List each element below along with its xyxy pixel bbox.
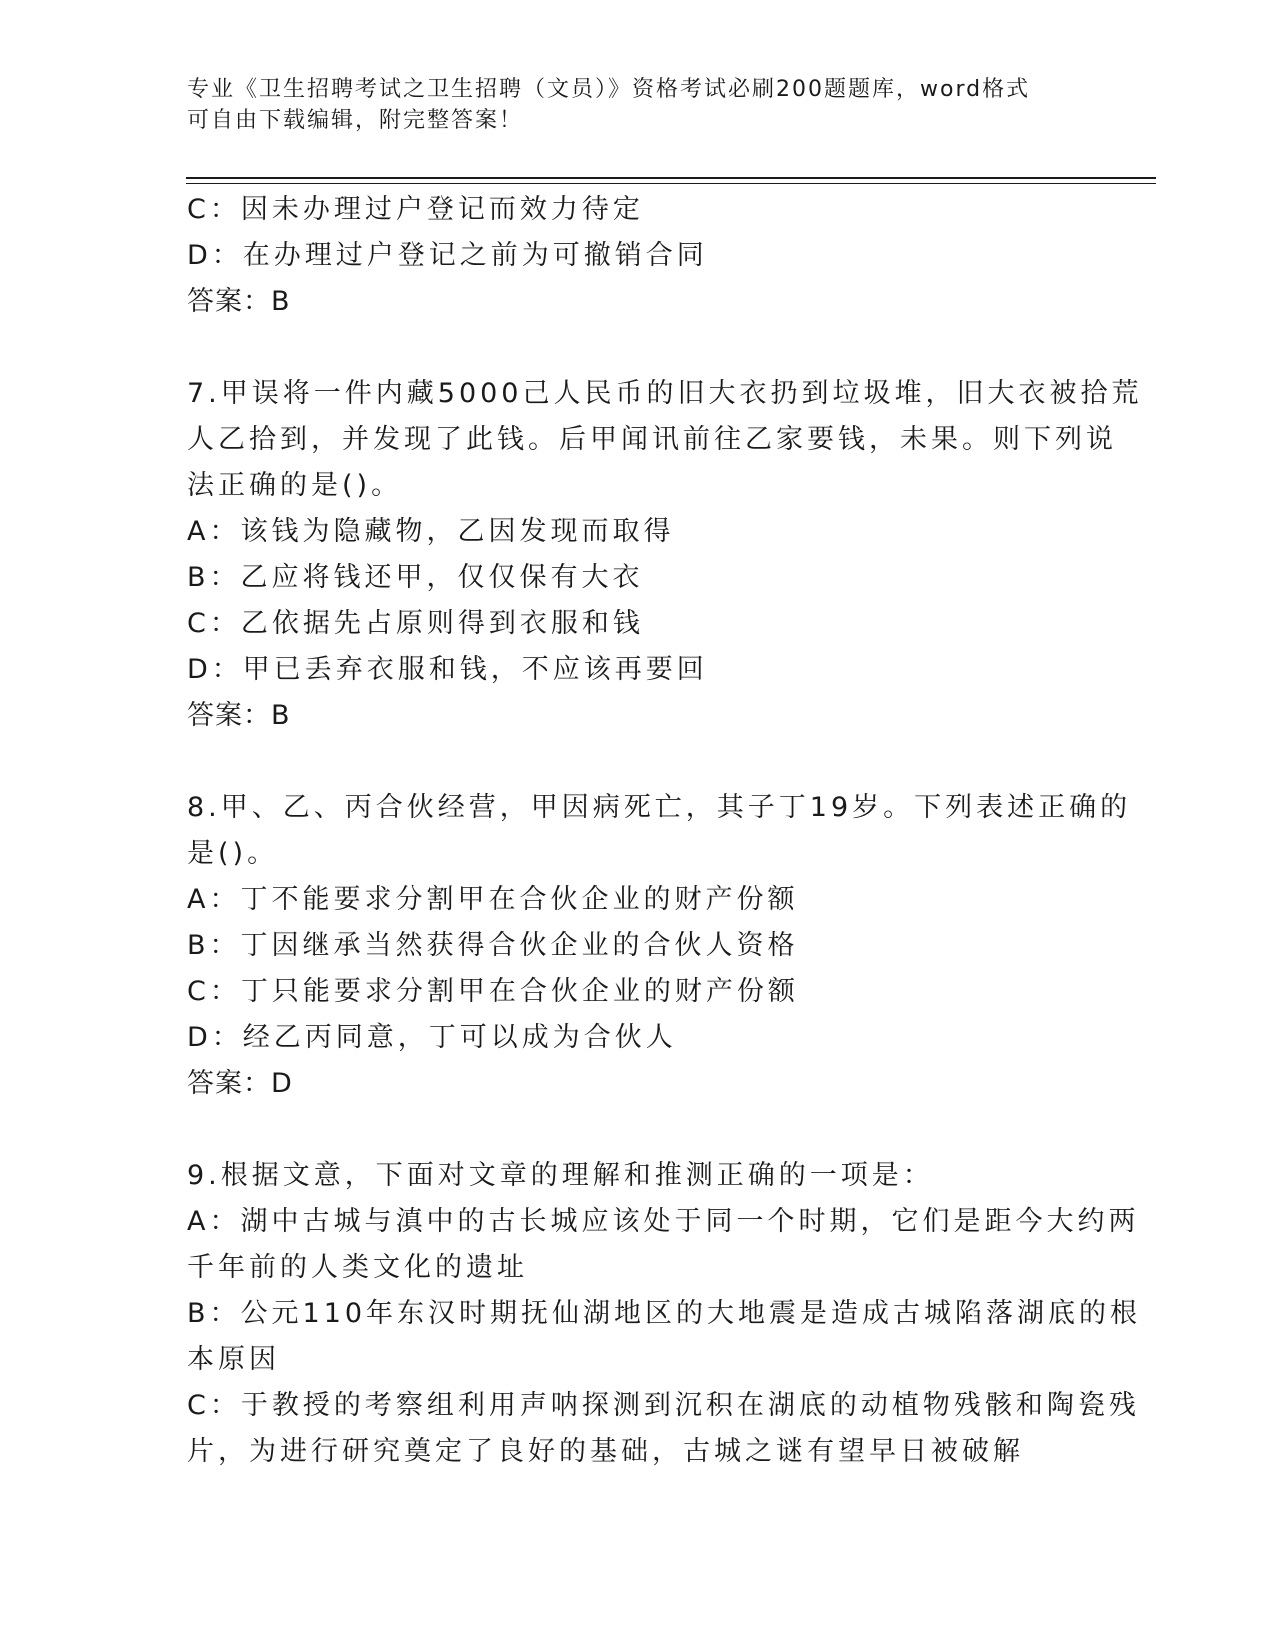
q7-option-c: C：乙依据先占原则得到衣服和钱 [187, 608, 644, 639]
q6-option-d: D：在办理过户登记之前为可撤销合同 [187, 240, 708, 271]
q8-option-c: C：丁只能要求分割甲在合伙企业的财产份额 [187, 976, 799, 1007]
q8-stem-line-2: 是()。 [187, 838, 279, 869]
spacer [187, 325, 1087, 371]
q6-option-c: C：因未办理过户登记而效力待定 [187, 194, 644, 225]
q7-option-b: B：乙应将钱还甲，仅仅保有大衣 [187, 562, 644, 593]
q7-stem-line-1: 7.甲误将一件内藏5000己人民币的旧大衣扔到垃圾堆，旧大衣被拾荒 [187, 378, 1143, 409]
question-9 [187, 1153, 1142, 1475]
page-header [187, 74, 1067, 136]
q9-option-c-line-1: C：于教授的考察组利用声呐探测到沉积在湖底的动植物残骸和陶瓷残 [187, 1390, 1140, 1421]
question-8 [187, 785, 1132, 1107]
q8-stem-line-1: 8.甲、乙、丙合伙经营，甲因病死亡，其子丁19岁。下列表述正确的 [187, 792, 1132, 823]
q8-option-b: B：丁因继承当然获得合伙企业的合伙人资格 [187, 930, 799, 961]
question-7 [187, 371, 1143, 739]
header-title-line-2: 可自由下载编辑，附完整答案！ [187, 108, 524, 133]
q8-option-d: D：经乙丙同意，丁可以成为合伙人 [187, 1022, 677, 1053]
header-title-line-1: 专业《卫生招聘考试之卫生招聘（文员）》资格考试必刷200题题库，word格式 [187, 77, 1031, 102]
q9-stem-line-1: 9.根据文意，下面对文章的理解和推测正确的一项是： [187, 1160, 934, 1191]
q9-option-c-line-2: 片，为进行研究奠定了良好的基础，古城之谜有望早日被破解 [187, 1436, 1024, 1467]
spacer [187, 1107, 1087, 1153]
q7-answer: 答案：B [187, 700, 291, 731]
q7-stem-line-2: 人乙拾到，并发现了此钱。后甲闻讯前往乙家要钱，未果。则下列说 [187, 424, 1117, 455]
q8-option-a: A：丁不能要求分割甲在合伙企业的财产份额 [187, 884, 799, 915]
q9-option-b-line-2: 本原因 [187, 1344, 280, 1375]
document-body [187, 187, 1143, 1475]
q6-answer: 答案：B [187, 286, 291, 317]
header-divider [186, 177, 1156, 184]
q9-option-b-line-1: B：公元110年东汉时期抚仙湖地区的大地震是造成古城陷落湖底的根 [187, 1298, 1142, 1329]
spacer [187, 739, 1087, 785]
q7-option-d: D：甲已丢弃衣服和钱，不应该再要回 [187, 654, 708, 685]
q7-option-a: A：该钱为隐藏物，乙因发现而取得 [187, 516, 675, 547]
q7-stem-line-3: 法正确的是()。 [187, 470, 403, 501]
q8-answer: 答案：D [187, 1068, 293, 1099]
question-6-tail [187, 187, 1087, 325]
q9-option-a-line-2: 千年前的人类文化的遗址 [187, 1252, 528, 1283]
q9-option-a-line-1: A：湖中古城与滇中的古长城应该处于同一个时期，它们是距今大约两 [187, 1206, 1140, 1237]
